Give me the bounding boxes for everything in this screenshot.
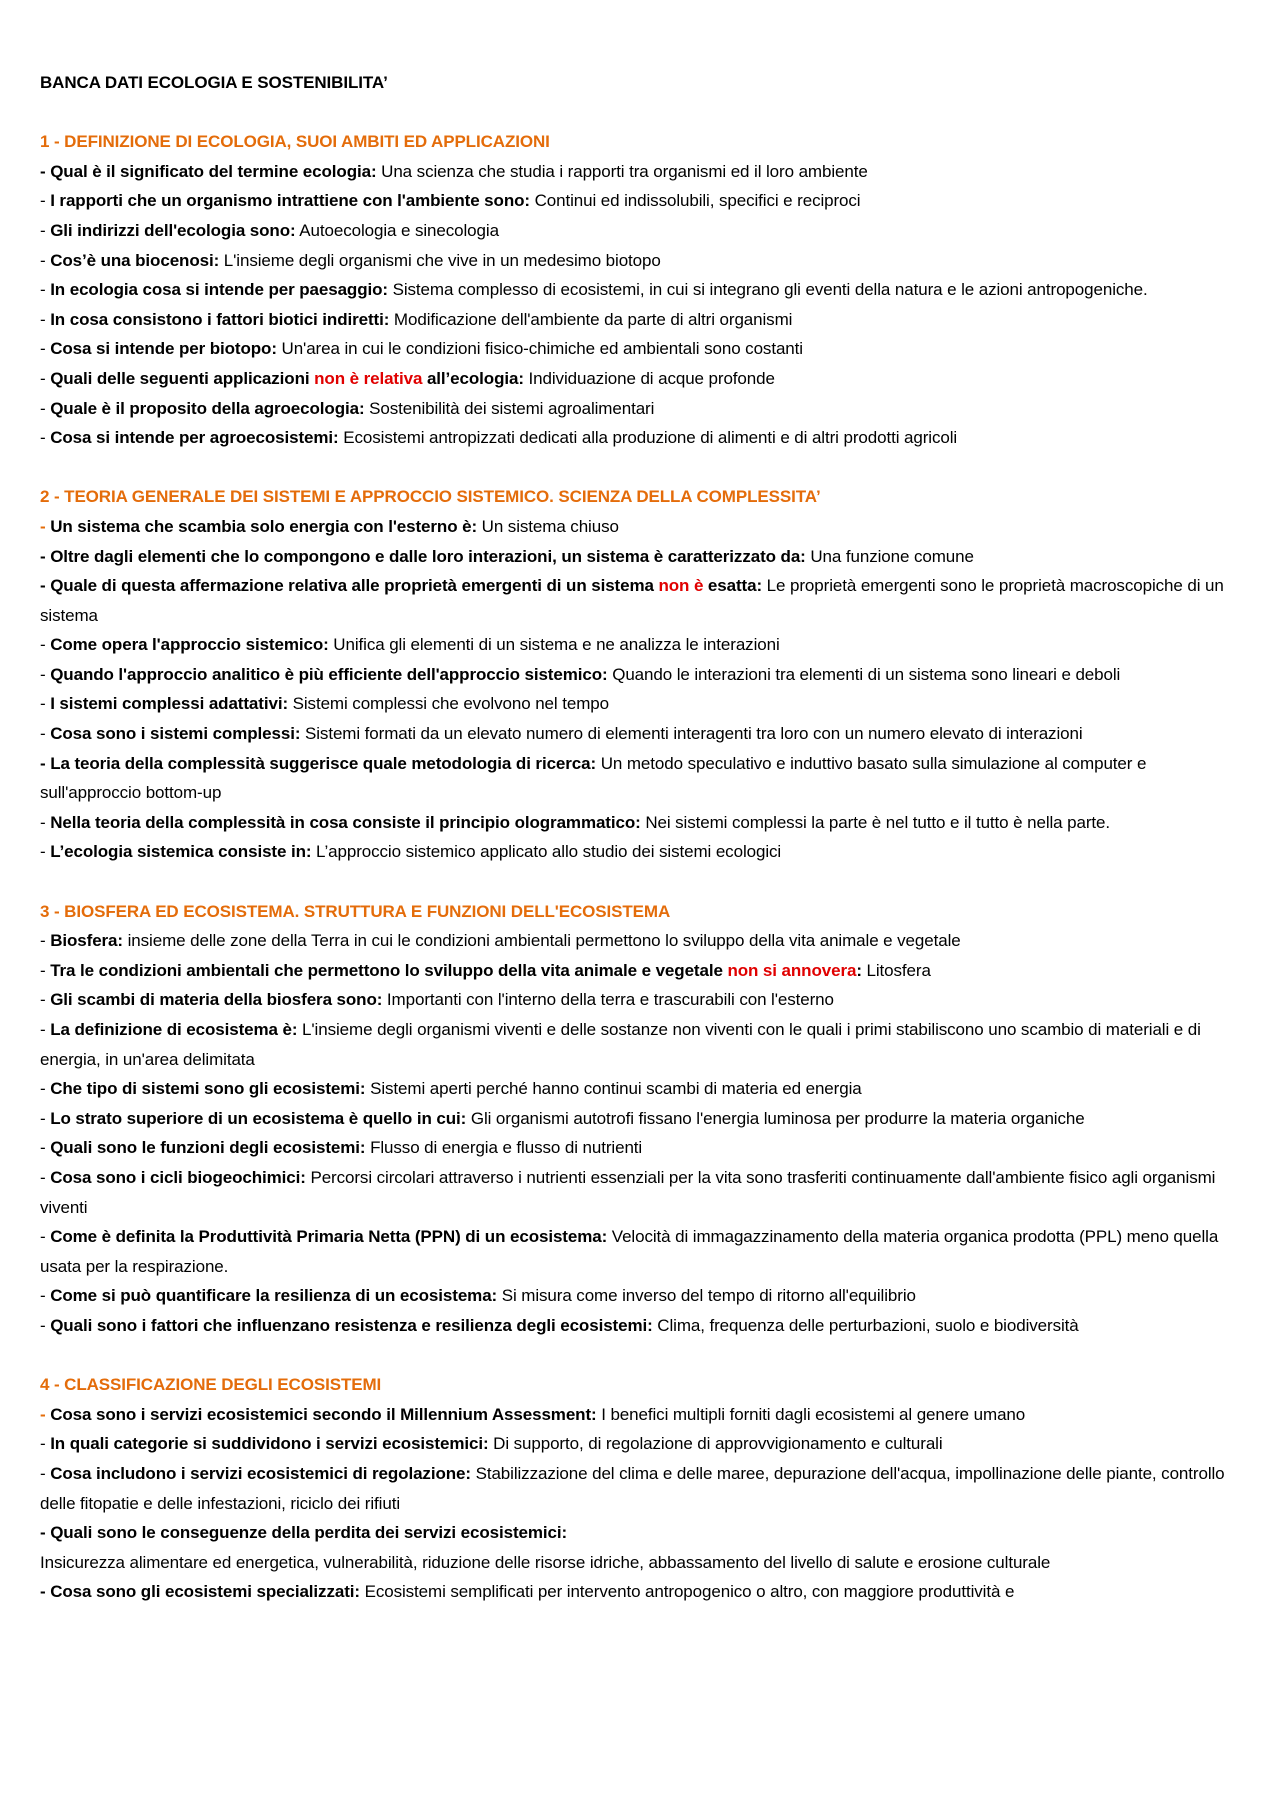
question-text: Oltre dagli elementi che lo compongono e dalle loro interazioni, un sistema è caratterizzato da: <box>50 546 806 566</box>
question-text: Quali sono le conseguenze della perdita dei servizi ecosistemici: <box>50 1523 568 1543</box>
list-dash: - <box>40 1108 51 1128</box>
list-dash: - <box>40 220 51 240</box>
answer-text: Quando le interazioni tra elementi di un sistema sono lineari e deboli <box>607 664 1121 684</box>
list-dash: - <box>40 576 51 596</box>
qa-item <box>40 808 1250 838</box>
answer-text: Gli organismi autotrofi fissano l'energia luminosa per produrre la materia organiche <box>466 1108 1085 1128</box>
list-dash: - <box>40 812 51 832</box>
answer-text: Velocità di immagazzinamento della materia organica prodotta (PPL) meno quella usata per la respirazione. <box>40 1227 1219 1276</box>
qa-item <box>40 985 1250 1015</box>
question-text: Cosa includono i servizi ecosistemici di regolazione: <box>50 1463 471 1483</box>
section-heading: 3 - BIOSFERA ED ECOSISTEMA. STRUTTURA E FUNZIONI DELL'ECOSISTEMA <box>40 901 671 921</box>
question-text: Cosa si intende per agroecosistemi: <box>50 428 339 448</box>
list-dash: - <box>40 191 51 211</box>
list-dash: - <box>40 398 51 418</box>
answer-text: Sistemi aperti perché hanno continui scambi di materia ed energia <box>365 1079 862 1099</box>
question-text: Quale è il proposito della agroecologia: <box>50 398 365 418</box>
question-text: Un sistema che scambia solo energia con l'esterno è: <box>50 516 478 536</box>
question-text: Gli scambi di materia della biosfera sono: <box>50 990 383 1010</box>
list-dash: - <box>40 694 51 714</box>
question-text: Cosa si intende per biotopo: <box>50 339 277 359</box>
answer-text: L’approccio sistemico applicato allo studio dei sistemi ecologici <box>311 842 782 862</box>
answer-text: Sistema complesso di ecosistemi, in cui si integrano gli eventi della natura e le azioni antropogeniche. <box>387 280 1148 300</box>
question-text-end: : <box>856 960 862 980</box>
question-text: Cosa sono i servizi ecosistemici secondo il Millennium Assessment: <box>50 1404 597 1424</box>
highlighted-negation: non è relativa <box>314 368 423 388</box>
list-dash: - <box>40 635 51 655</box>
question-text: Cos’è una biocenosi: <box>50 250 220 270</box>
answer-text: L'insieme degli organismi viventi e delle sostanze non viventi con le quali i primi stabiliscono uno scambio di materiali e di energia, in un'area delimitata <box>40 1020 1201 1069</box>
list-dash: - <box>40 1404 51 1424</box>
question-text: Quali sono le funzioni degli ecosistemi: <box>50 1138 366 1158</box>
qa-item <box>40 1222 1250 1281</box>
list-dash: - <box>40 1582 51 1602</box>
qa-item <box>40 186 1250 216</box>
answer-text: Di supporto, di regolazione di approvvigionamento e culturali <box>488 1434 943 1454</box>
list-dash: - <box>40 931 51 951</box>
document-page <box>40 68 1250 1636</box>
question-text: Tra le condizioni ambientali che permettono lo sviluppo della vita animale e vegetale <box>50 960 728 980</box>
answer-text: I benefici multipli forniti dagli ecosistemi al genere umano <box>596 1404 1026 1424</box>
question-text: Come è definita la Produttività Primaria Netta (PPN) di un ecosistema: <box>50 1227 608 1247</box>
answer-text: Sistemi complessi che evolvono nel tempo <box>288 694 609 714</box>
list-dash: - <box>40 1138 51 1158</box>
section-heading: 1 - DEFINIZIONE DI ECOLOGIA, SUOI AMBITI ED APPLICAZIONI <box>40 132 550 152</box>
section-heading: 2 - TEORIA GENERALE DEI SISTEMI E APPROCCIO SISTEMICO. SCIENZA DELLA COMPLESSITA’ <box>40 487 821 507</box>
qa-item <box>40 1015 1250 1074</box>
question-text: Quali sono i fattori che influenzano resistenza e resilienza degli ecosistemi: <box>50 1315 653 1335</box>
list-dash: - <box>40 842 51 862</box>
qa-item <box>40 364 1250 394</box>
qa-item <box>40 1311 1250 1341</box>
list-dash: - <box>40 368 51 388</box>
question-text: Che tipo di sistemi sono gli ecosistemi: <box>50 1079 366 1099</box>
question-text: In quali categorie si suddividono i servizi ecosistemici: <box>50 1434 489 1454</box>
qa-item <box>40 216 1250 246</box>
qa-item <box>40 157 1250 187</box>
answer-text: Un'area in cui le condizioni fisico-chimiche ed ambientali sono costanti <box>276 339 803 359</box>
answer-text: Continui ed indissolubili, specifici e reciproci <box>529 191 861 211</box>
qa-item <box>40 1163 1250 1222</box>
list-dash: - <box>40 1167 51 1187</box>
question-text: Cosa sono i cicli biogeochimici: <box>50 1167 306 1187</box>
answer-text: Unifica gli elementi di un sistema e ne analizza le interazioni <box>328 635 780 655</box>
answer-text: Si misura come inverso del tempo di ritorno all'equilibrio <box>497 1286 916 1306</box>
answer-text: Percorsi circolari attraverso i nutrienti essenziali per la vita sono trasferiti continuamente dall'ambiente fisico agli organismi viventi <box>40 1167 1216 1217</box>
section-4 <box>40 1370 1250 1607</box>
qa-item <box>40 542 1250 572</box>
section-heading: 4 - CLASSIFICAZIONE DEGLI ECOSISTEMI <box>40 1375 382 1395</box>
qa-item <box>40 394 1250 424</box>
qa-item <box>40 512 1250 542</box>
list-dash: - <box>40 546 51 566</box>
list-dash: - <box>40 1463 51 1483</box>
answer-text: Una funzione comune <box>805 546 974 566</box>
list-dash: - <box>40 339 51 359</box>
answer-text: Litosfera <box>861 960 931 980</box>
qa-item <box>40 423 1250 453</box>
qa-item <box>40 956 1250 986</box>
list-dash: - <box>40 1020 51 1039</box>
answer-text: Modificazione dell'ambiente da parte di altri organismi <box>389 309 793 329</box>
question-text: Qual è il significato del termine ecologia: <box>50 161 377 181</box>
question-text-end: all’ecologia: <box>422 368 524 388</box>
qa-item <box>40 1281 1250 1311</box>
qa-item <box>40 1400 1250 1430</box>
question-text: L’ecologia sistemica consiste in: <box>50 842 312 862</box>
question-text: Come opera l'approccio sistemico: <box>50 635 329 655</box>
answer-text: Importanti con l'interno della terra e trascurabili con l'esterno <box>382 990 834 1010</box>
answer-block: Insicurezza alimentare ed energetica, vulnerabilità, riduzione delle risorse idriche, abbassamento del livello di salute e erosione culturale <box>40 1552 1051 1572</box>
question-text: Gli indirizzi dell'ecologia sono: <box>50 220 296 240</box>
qa-item <box>40 1518 1250 1548</box>
qa-item <box>40 749 1250 808</box>
answer-text: insieme delle zone della Terra in cui le condizioni ambientali permettono lo sviluppo della vita animale e vegetale <box>122 931 961 951</box>
question-text: Cosa sono gli ecosistemi specializzati: <box>50 1582 360 1602</box>
question-text: La teoria della complessità suggerisce quale metodologia di ricerca: <box>50 753 597 773</box>
section-1 <box>40 127 1250 453</box>
section-2 <box>40 482 1250 867</box>
qa-item <box>40 334 1250 364</box>
answer-text: Un metodo speculativo e induttivo basato sulla simulazione al computer e sull'approccio bottom-up <box>40 753 1147 803</box>
question-text: Cosa sono i sistemi complessi: <box>50 724 301 744</box>
list-dash: - <box>40 664 51 684</box>
qa-item <box>40 1104 1250 1134</box>
question-text: I sistemi complessi adattativi: <box>50 694 289 714</box>
answer-text: Sistemi formati da un elevato numero di elementi interagenti tra loro con un numero elevato di interazioni <box>300 724 1083 744</box>
list-dash: - <box>40 960 51 980</box>
question-text: In ecologia cosa si intende per paesaggio: <box>50 280 388 300</box>
list-dash: - <box>40 1523 51 1543</box>
answer-text: Autoecologia e sinecologia <box>295 220 499 240</box>
list-dash: - <box>40 724 51 744</box>
question-text: I rapporti che un organismo intrattiene con l'ambiente sono: <box>50 191 530 211</box>
section-3 <box>40 897 1250 1341</box>
qa-item <box>40 246 1250 276</box>
qa-item <box>40 926 1250 956</box>
highlighted-negation: non si annovera <box>727 960 857 980</box>
question-text: La definizione di ecosistema è: <box>50 1020 298 1039</box>
answer-text: L'insieme degli organismi che vive in un medesimo biotopo <box>219 250 661 270</box>
qa-item <box>40 1429 1250 1459</box>
answer-text: Una scienza che studia i rapporti tra organismi ed il loro ambiente <box>376 161 868 181</box>
question-text: Lo strato superiore di un ecosistema è quello in cui: <box>50 1108 467 1128</box>
list-dash: - <box>40 250 51 270</box>
sections-container <box>40 127 1250 1607</box>
question-text: Quale di questa affermazione relativa alle proprietà emergenti di un sistema <box>50 576 659 596</box>
document-title: BANCA DATI ECOLOGIA E SOSTENIBILITA’ <box>40 73 388 92</box>
qa-item <box>40 689 1250 719</box>
list-dash: - <box>40 1227 51 1247</box>
answer-text: Un sistema chiuso <box>477 516 619 536</box>
list-dash: - <box>40 990 51 1010</box>
answer-text: Sostenibilità dei sistemi agroalimentari <box>364 398 655 418</box>
title-spacer <box>40 98 1250 128</box>
list-dash: - <box>40 428 51 448</box>
highlighted-negation: non è <box>658 576 704 596</box>
qa-item <box>40 1133 1250 1163</box>
question-text: In cosa consistono i fattori biotici indiretti: <box>50 309 390 329</box>
answer-text: Nei sistemi complessi la parte è nel tutto e il tutto è nella parte. <box>640 812 1111 832</box>
qa-item <box>40 660 1250 690</box>
qa-item <box>40 1074 1250 1104</box>
answer-text: Le proprietà emergenti sono le proprietà macroscopiche di un sistema <box>40 576 1224 625</box>
qa-item <box>40 837 1250 867</box>
list-dash: - <box>40 280 51 300</box>
list-dash: - <box>40 309 51 329</box>
list-dash: - <box>40 1079 51 1099</box>
question-text: Nella teoria della complessità in cosa consiste il principio ologrammatico: <box>50 812 641 832</box>
question-text: Quando l'approccio analitico è più efficiente dell'approccio sistemico: <box>50 664 608 684</box>
list-dash: - <box>40 161 51 181</box>
question-text: Come si può quantificare la resilienza di un ecosistema: <box>50 1286 498 1306</box>
answer-text: Clima, frequenza delle perturbazioni, suolo e biodiversità <box>652 1315 1079 1335</box>
question-text: Biosfera: <box>50 931 123 951</box>
qa-item <box>40 275 1250 305</box>
answer-text: Individuazione di acque profonde <box>523 368 775 388</box>
answer-text: Ecosistemi antropizzati dedicati alla produzione di alimenti e di altri prodotti agricoli <box>338 428 958 448</box>
qa-item <box>40 630 1250 660</box>
question-text: Quali delle seguenti applicazioni <box>50 368 315 388</box>
qa-item <box>40 571 1250 630</box>
list-dash: - <box>40 1434 51 1454</box>
answer-text: Ecosistemi semplificati per intervento antropogenico o altro, con maggiore produttività e <box>359 1582 1015 1602</box>
qa-item <box>40 1577 1250 1607</box>
list-dash: - <box>40 1315 51 1335</box>
qa-item <box>40 305 1250 335</box>
answer-text: Flusso di energia e flusso di nutrienti <box>365 1138 643 1158</box>
list-dash: - <box>40 1286 51 1306</box>
qa-item <box>40 719 1250 749</box>
qa-item <box>40 1459 1250 1518</box>
question-text-end: esatta: <box>703 576 763 596</box>
list-dash: - <box>40 753 51 773</box>
answer-text: Stabilizzazione del clima e delle maree, depurazione dell'acqua, impollinazione delle piante, controllo delle fitopatie e delle infestazioni, riciclo dei rifiuti <box>40 1463 1225 1513</box>
list-dash: - <box>40 516 51 536</box>
